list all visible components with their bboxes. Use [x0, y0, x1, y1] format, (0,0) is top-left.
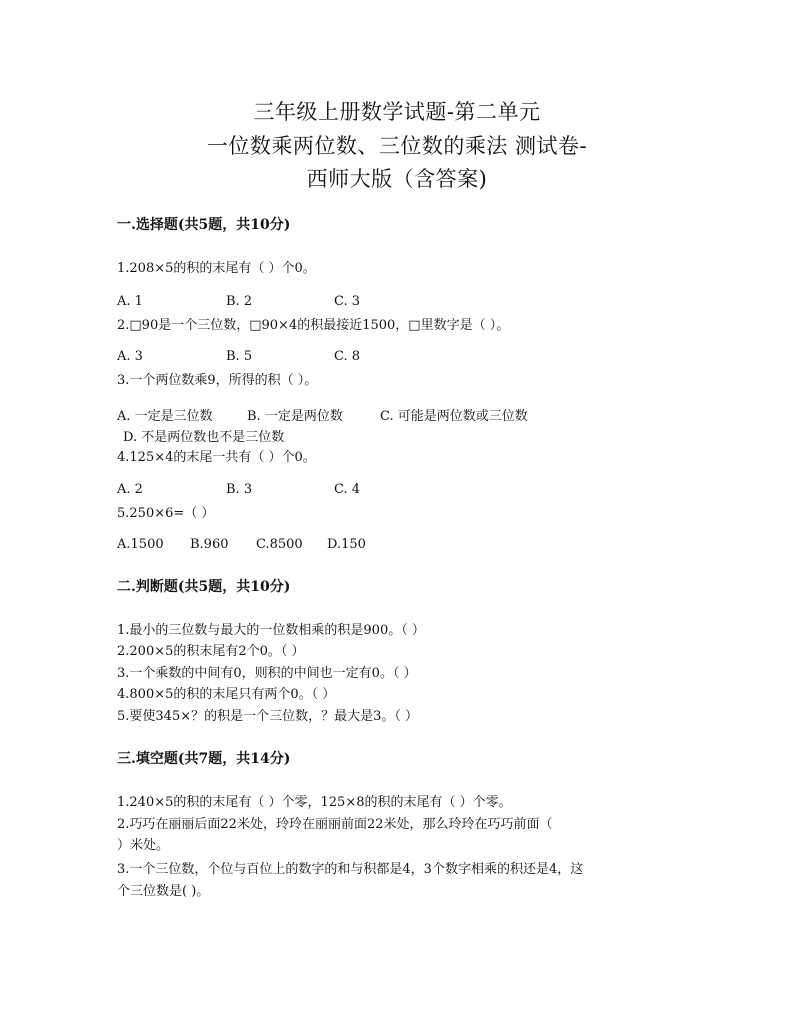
question-4: 4.125×4的末尾一共有（ ）个0。 [117, 450, 316, 465]
section-heading-judge: 二.判断题(共5题，共10分) [117, 579, 291, 595]
title-line-1: 三年级上册数学试题-第二单元 [253, 100, 541, 124]
judge-item-5: 5.要使345×？的积是一个三位数，？最大是3。（ ） [117, 709, 419, 724]
q4-option-b: B. 3 [226, 482, 253, 497]
q5-option-b: B.960 [190, 537, 229, 552]
judge-item-2: 2.200×5的积末尾有2个0。（ ） [117, 644, 305, 659]
q1-option-a: A. 1 [117, 294, 143, 309]
section-heading-fill: 三.填空题(共7题，共14分) [117, 751, 291, 767]
question-1: 1.208×5的积的末尾有（ ）个0。 [117, 261, 316, 276]
q4-option-a: A. 2 [117, 482, 143, 497]
q5-option-d: D.150 [327, 537, 366, 552]
q1-option-b: B. 2 [226, 294, 253, 309]
q5-option-c: C.8500 [256, 537, 303, 552]
fill-line-1: 1.240×5的积的末尾有（ ）个零，125×8的积的末尾有（ ）个零。 [117, 795, 512, 810]
judge-item-4: 4.800×5的积的末尾只有两个0。（ ） [117, 687, 336, 702]
fill-line-3: ）米处。 [117, 838, 170, 853]
q1-option-c: C. 3 [334, 294, 361, 309]
q3-option-a: A. 一定是三位数 [117, 409, 213, 424]
q3-option-b: B. 一定是两位数 [247, 409, 343, 424]
judge-item-3: 3.一个乘数的中间有0，则积的中间也一定有0。（ ） [117, 666, 417, 681]
q3-option-d: D. 不是两位数也不是三位数 [123, 430, 285, 445]
q5-option-a: A.1500 [117, 537, 164, 552]
title-line-2: 一位数乘两位数、三位数的乘法 测试卷- [206, 134, 588, 158]
section-heading-choice: 一.选择题(共5题，共10分) [117, 217, 291, 233]
fill-line-4: 3.一个三位数，个位与百位上的数字的和与积都是4，3个数字相乘的积还是4，这 [117, 862, 584, 877]
q2-option-a: A. 3 [117, 349, 143, 364]
question-3: 3.一个两位数乘9，所得的积（ ）。 [117, 373, 318, 388]
q2-option-c: C. 8 [334, 349, 361, 364]
question-5: 5.250×6=（ ） [117, 506, 215, 521]
title-line-3: 西师大版（含答案) [306, 167, 488, 191]
judge-item-1: 1.最小的三位数与最大的一位数相乘的积是900。（ ） [117, 623, 425, 638]
fill-line-5: 个三位数是( )。 [117, 884, 210, 899]
q2-option-b: B. 5 [226, 349, 253, 364]
question-2: 2.□90是一个三位数，□90×4的积最接近1500，□里数字是（ ）。 [117, 318, 510, 333]
fill-line-2: 2.巧巧在丽丽后面22米处，玲玲在丽丽前面22米处，那么玲玲在巧巧前面（ [117, 817, 553, 832]
q3-option-c: C. 可能是两位数或三位数 [380, 409, 528, 424]
q4-option-c: C. 4 [334, 482, 361, 497]
